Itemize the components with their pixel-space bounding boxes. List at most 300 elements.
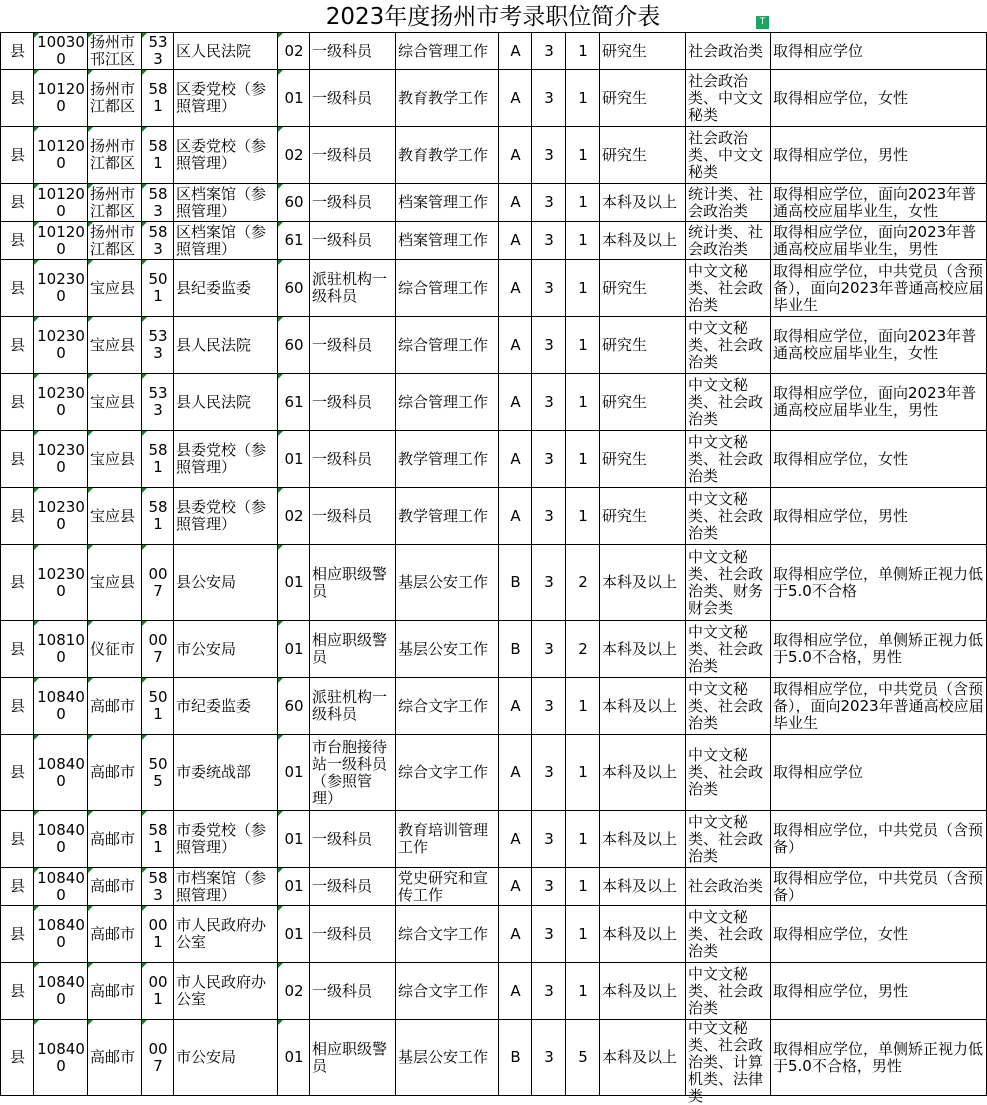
table-cell[interactable] xyxy=(142,184,174,222)
table-cell[interactable] xyxy=(310,735,396,811)
table-cell[interactable] xyxy=(686,260,771,317)
table-cell[interactable] xyxy=(499,811,532,868)
table-cell[interactable] xyxy=(566,431,600,488)
table-cell[interactable] xyxy=(600,545,686,621)
table-cell[interactable] xyxy=(532,545,566,621)
table-cell[interactable] xyxy=(600,868,686,906)
cell-text: 县人民法院 xyxy=(176,392,252,411)
table-cell[interactable] xyxy=(278,70,310,127)
table-cell[interactable] xyxy=(174,127,278,184)
table-cell[interactable] xyxy=(1,222,34,260)
cell-text: 501 xyxy=(148,688,168,723)
table-cell[interactable] xyxy=(396,374,499,431)
table-cell[interactable] xyxy=(88,906,142,963)
table-cell[interactable] xyxy=(278,488,310,545)
cell-text: A xyxy=(510,877,521,895)
table-cell[interactable] xyxy=(566,317,600,374)
table-cell[interactable] xyxy=(278,906,310,963)
table-cell[interactable] xyxy=(499,431,532,488)
table-cell[interactable] xyxy=(1,127,34,184)
table-cell[interactable] xyxy=(34,488,88,545)
table-cell[interactable] xyxy=(142,374,174,431)
table-cell[interactable] xyxy=(566,545,600,621)
cell-text: 基层公安工作 xyxy=(398,1048,489,1066)
table-cell[interactable] xyxy=(278,678,310,735)
table-cell[interactable] xyxy=(396,488,499,545)
table-cell[interactable] xyxy=(174,963,278,1020)
table-cell[interactable] xyxy=(174,678,278,735)
table-cell[interactable] xyxy=(278,1020,310,1096)
table-cell[interactable] xyxy=(310,811,396,868)
cell-text: 007 xyxy=(148,564,168,600)
table-cell[interactable] xyxy=(88,868,142,906)
cell-text: 3 xyxy=(544,924,554,943)
table-cell[interactable] xyxy=(142,963,174,1020)
table-cell[interactable] xyxy=(310,260,396,317)
table-cell[interactable] xyxy=(34,184,88,222)
table-cell[interactable] xyxy=(1,317,34,374)
table-cell[interactable] xyxy=(88,678,142,735)
table-cell[interactable] xyxy=(142,678,174,735)
table-cell[interactable] xyxy=(142,545,174,621)
table-cell[interactable] xyxy=(174,488,278,545)
table-cell[interactable] xyxy=(310,431,396,488)
table-cell[interactable] xyxy=(278,811,310,868)
table-cell[interactable] xyxy=(278,431,310,488)
table-row xyxy=(1,127,987,184)
cell-text: 583 xyxy=(148,184,168,220)
table-cell[interactable] xyxy=(566,1020,600,1096)
table-cell[interactable] xyxy=(532,127,566,184)
table-cell[interactable] xyxy=(310,906,396,963)
table-cell[interactable] xyxy=(34,431,88,488)
table-cell[interactable] xyxy=(771,545,987,621)
table-cell[interactable] xyxy=(396,963,499,1020)
table-cell[interactable] xyxy=(532,963,566,1020)
table-cell[interactable] xyxy=(566,963,600,1020)
table-cell[interactable] xyxy=(532,70,566,127)
table-cell[interactable] xyxy=(278,260,310,317)
table-cell[interactable] xyxy=(34,260,88,317)
table-cell[interactable] xyxy=(310,488,396,545)
table-cell[interactable] xyxy=(174,621,278,678)
table-cell[interactable] xyxy=(396,431,499,488)
table-cell[interactable] xyxy=(174,33,278,70)
table-cell[interactable] xyxy=(396,1020,499,1096)
table-cell[interactable] xyxy=(310,621,396,678)
table-cell[interactable] xyxy=(1,33,34,70)
table-cell[interactable] xyxy=(686,735,771,811)
table-cell[interactable] xyxy=(1,431,34,488)
table-cell[interactable] xyxy=(499,260,532,317)
table-cell[interactable] xyxy=(396,222,499,260)
table-cell[interactable] xyxy=(142,488,174,545)
cell-text: 101200 xyxy=(37,137,85,172)
table-cell[interactable] xyxy=(771,678,987,735)
table-cell[interactable] xyxy=(1,545,34,621)
table-cell[interactable] xyxy=(499,317,532,374)
table-cell[interactable] xyxy=(310,678,396,735)
table-cell[interactable] xyxy=(771,488,987,545)
cell-text: 统计类、社会政治类 xyxy=(688,222,764,258)
table-cell[interactable] xyxy=(499,621,532,678)
table-cell[interactable] xyxy=(532,678,566,735)
table-cell[interactable] xyxy=(310,222,396,260)
table-cell[interactable] xyxy=(600,317,686,374)
table-cell[interactable] xyxy=(34,317,88,374)
table-cell[interactable] xyxy=(278,184,310,222)
table-cell[interactable] xyxy=(310,184,396,222)
cell-text: 3 xyxy=(544,506,554,525)
table-cell[interactable] xyxy=(88,33,142,70)
table-cell[interactable] xyxy=(174,545,278,621)
table-cell[interactable] xyxy=(686,621,771,678)
cell-text: 61 xyxy=(284,392,304,411)
table-cell[interactable] xyxy=(34,735,88,811)
cell-text: 3 xyxy=(544,829,554,848)
cell-text: A xyxy=(510,981,521,1000)
table-cell[interactable] xyxy=(1,906,34,963)
table-cell[interactable] xyxy=(600,621,686,678)
table-cell[interactable] xyxy=(278,33,310,70)
table-cell[interactable] xyxy=(278,963,310,1020)
table-cell[interactable] xyxy=(771,811,987,868)
table-cell[interactable] xyxy=(396,868,499,906)
table-cell[interactable] xyxy=(142,868,174,906)
cell-text: 501 xyxy=(148,270,168,305)
table-cell[interactable] xyxy=(174,868,278,906)
table-cell[interactable] xyxy=(396,545,499,621)
table-cell[interactable] xyxy=(499,1020,532,1096)
table-cell[interactable] xyxy=(771,317,987,374)
cell-text: 区委党校（参照管理） xyxy=(176,80,267,115)
table-cell[interactable] xyxy=(686,906,771,963)
table-cell[interactable] xyxy=(532,260,566,317)
table-cell[interactable] xyxy=(396,184,499,222)
table-cell[interactable] xyxy=(600,963,686,1020)
table-cell[interactable] xyxy=(686,811,771,868)
table-cell[interactable] xyxy=(566,184,600,222)
table-cell[interactable] xyxy=(278,317,310,374)
table-cell[interactable] xyxy=(1,488,34,545)
table-cell[interactable] xyxy=(600,906,686,963)
table-cell[interactable] xyxy=(566,260,600,317)
table-cell[interactable] xyxy=(499,184,532,222)
table-cell[interactable] xyxy=(771,735,987,811)
table-cell[interactable] xyxy=(499,906,532,963)
table-cell[interactable] xyxy=(142,735,174,811)
table-cell[interactable] xyxy=(88,70,142,127)
table-cell[interactable] xyxy=(771,431,987,488)
table-cell[interactable] xyxy=(499,963,532,1020)
table-cell[interactable] xyxy=(1,70,34,127)
table-cell[interactable] xyxy=(34,621,88,678)
table-cell[interactable] xyxy=(1,184,34,222)
cell-text: 505 xyxy=(148,754,168,790)
table-cell[interactable] xyxy=(499,127,532,184)
table-cell[interactable] xyxy=(686,963,771,1020)
table-cell[interactable] xyxy=(600,222,686,260)
table-cell[interactable] xyxy=(686,678,771,735)
table-cell[interactable] xyxy=(532,431,566,488)
table-cell[interactable] xyxy=(1,963,34,1020)
table-cell[interactable] xyxy=(1,260,34,317)
table-cell[interactable] xyxy=(771,963,987,1020)
table-cell[interactable] xyxy=(278,222,310,260)
table-cell[interactable] xyxy=(142,127,174,184)
table-cell[interactable] xyxy=(310,374,396,431)
table-cell[interactable] xyxy=(310,70,396,127)
table-cell[interactable] xyxy=(396,678,499,735)
table-cell[interactable] xyxy=(566,374,600,431)
table-cell[interactable] xyxy=(566,735,600,811)
table-cell[interactable] xyxy=(310,317,396,374)
table-cell[interactable] xyxy=(771,621,987,678)
table-cell[interactable] xyxy=(566,678,600,735)
cell-text: 社会政治类、中文文秘类 xyxy=(688,128,764,181)
table-cell[interactable] xyxy=(686,317,771,374)
table-cell[interactable] xyxy=(142,222,174,260)
table-cell[interactable] xyxy=(174,222,278,260)
table-cell[interactable] xyxy=(174,184,278,222)
table-cell[interactable] xyxy=(174,317,278,374)
table-cell[interactable] xyxy=(532,317,566,374)
table-cell[interactable] xyxy=(396,127,499,184)
table-cell[interactable] xyxy=(686,222,771,260)
table-cell[interactable] xyxy=(600,678,686,735)
table-cell[interactable] xyxy=(396,70,499,127)
table-cell[interactable] xyxy=(499,222,532,260)
table-cell[interactable] xyxy=(88,545,142,621)
table-cell[interactable] xyxy=(600,488,686,545)
cell-text: 综合文字工作 xyxy=(398,763,489,781)
cell-text: 一级科员 xyxy=(312,193,373,211)
table-cell[interactable] xyxy=(1,621,34,678)
table-cell[interactable] xyxy=(566,127,600,184)
table-cell[interactable] xyxy=(771,127,987,184)
table-cell[interactable] xyxy=(499,70,532,127)
table-cell[interactable] xyxy=(566,868,600,906)
table-cell[interactable] xyxy=(771,906,987,963)
table-cell[interactable] xyxy=(174,735,278,811)
table-cell[interactable] xyxy=(34,811,88,868)
table-cell[interactable] xyxy=(686,184,771,222)
table-cell[interactable] xyxy=(532,1020,566,1096)
cell-text: 583 xyxy=(148,222,168,258)
table-cell[interactable] xyxy=(34,678,88,735)
table-cell[interactable] xyxy=(174,906,278,963)
table-cell[interactable] xyxy=(142,621,174,678)
table-cell[interactable] xyxy=(1,678,34,735)
cell-text: 档案管理工作 xyxy=(398,231,489,249)
table-cell[interactable] xyxy=(396,33,499,70)
table-cell[interactable] xyxy=(566,33,600,70)
table-cell[interactable] xyxy=(1,1020,34,1096)
table-cell[interactable] xyxy=(532,868,566,906)
table-cell[interactable] xyxy=(686,1019,771,1105)
table-cell[interactable] xyxy=(396,260,499,317)
table-cell[interactable] xyxy=(600,735,686,811)
table-cell[interactable] xyxy=(142,431,174,488)
table-cell[interactable] xyxy=(566,811,600,868)
table-cell[interactable] xyxy=(396,621,499,678)
table-cell[interactable] xyxy=(532,735,566,811)
table-cell[interactable] xyxy=(600,184,686,222)
table-cell[interactable] xyxy=(600,374,686,431)
table-cell[interactable] xyxy=(278,127,310,184)
table-cell[interactable] xyxy=(532,374,566,431)
table-cell[interactable] xyxy=(600,260,686,317)
table-cell[interactable] xyxy=(771,184,987,222)
table-cell[interactable] xyxy=(174,260,278,317)
table-cell[interactable] xyxy=(310,963,396,1020)
table-cell[interactable] xyxy=(88,621,142,678)
table-cell[interactable] xyxy=(88,811,142,868)
table-cell[interactable] xyxy=(1,374,34,431)
table-cell[interactable] xyxy=(532,184,566,222)
table-cell[interactable] xyxy=(34,70,88,127)
table-cell[interactable] xyxy=(1,868,34,906)
table-cell[interactable] xyxy=(1,735,34,811)
table-cell[interactable] xyxy=(396,317,499,374)
table-cell[interactable] xyxy=(310,545,396,621)
table-cell[interactable] xyxy=(34,222,88,260)
table-cell[interactable] xyxy=(686,545,771,621)
table-cell[interactable] xyxy=(142,33,174,70)
table-cell[interactable] xyxy=(142,260,174,317)
cell-text: 3 xyxy=(544,88,554,107)
table-cell[interactable] xyxy=(142,317,174,374)
table-cell[interactable] xyxy=(532,222,566,260)
table-cell[interactable] xyxy=(566,70,600,127)
cell-text: 中文文秘类、社会政治类 xyxy=(688,679,764,732)
table-cell[interactable] xyxy=(278,621,310,678)
table-cell[interactable] xyxy=(686,70,771,127)
table-cell[interactable] xyxy=(174,374,278,431)
table-cell[interactable] xyxy=(532,811,566,868)
table-cell[interactable] xyxy=(532,488,566,545)
table-cell[interactable] xyxy=(174,811,278,868)
cell-text: 108400 xyxy=(37,916,85,951)
table-cell[interactable] xyxy=(88,184,142,222)
table-cell[interactable] xyxy=(88,488,142,545)
table-cell[interactable] xyxy=(686,374,771,431)
table-cell[interactable] xyxy=(771,222,987,260)
table-cell[interactable] xyxy=(566,488,600,545)
table-cell[interactable] xyxy=(396,735,499,811)
table-cell[interactable] xyxy=(142,70,174,127)
table-cell[interactable] xyxy=(771,374,987,431)
table-cell[interactable] xyxy=(88,127,142,184)
cell-text: 本科及以上 xyxy=(602,193,678,211)
table-cell[interactable] xyxy=(532,906,566,963)
table-cell[interactable] xyxy=(566,621,600,678)
table-cell[interactable] xyxy=(34,868,88,906)
table-cell[interactable] xyxy=(1,811,34,868)
table-cell[interactable] xyxy=(396,811,499,868)
cell-text: 3 xyxy=(544,763,554,781)
table-cell[interactable] xyxy=(88,1020,142,1096)
table-cell[interactable] xyxy=(278,545,310,621)
table-cell[interactable] xyxy=(174,431,278,488)
table-cell[interactable] xyxy=(142,906,174,963)
cell-text: 3 xyxy=(544,639,554,658)
cell-text: 1 xyxy=(578,41,588,60)
table-cell[interactable] xyxy=(686,868,771,906)
table-cell[interactable] xyxy=(771,260,987,317)
table-cell[interactable] xyxy=(88,735,142,811)
table-cell[interactable] xyxy=(310,127,396,184)
table-cell[interactable] xyxy=(310,1020,396,1096)
table-cell[interactable] xyxy=(686,488,771,545)
table-cell[interactable] xyxy=(88,374,142,431)
table-cell[interactable] xyxy=(686,33,771,70)
table-cell[interactable] xyxy=(278,374,310,431)
table-cell[interactable] xyxy=(310,868,396,906)
table-cell[interactable] xyxy=(600,70,686,127)
table-cell[interactable] xyxy=(566,222,600,260)
table-cell[interactable] xyxy=(142,811,174,868)
table-cell[interactable] xyxy=(600,811,686,868)
table-cell[interactable] xyxy=(499,678,532,735)
table-cell[interactable] xyxy=(600,127,686,184)
cell-text: 1 xyxy=(578,88,588,107)
table-cell[interactable] xyxy=(499,488,532,545)
table-cell[interactable] xyxy=(88,222,142,260)
table-cell[interactable] xyxy=(34,33,88,70)
table-cell[interactable] xyxy=(600,431,686,488)
table-cell[interactable] xyxy=(771,1020,987,1096)
table-cell[interactable] xyxy=(88,963,142,1020)
table-cell[interactable] xyxy=(310,33,396,70)
table-cell[interactable] xyxy=(771,868,987,906)
table-cell[interactable] xyxy=(396,906,499,963)
table-cell[interactable] xyxy=(771,70,987,127)
table-cell[interactable] xyxy=(278,735,310,811)
table-cell[interactable] xyxy=(532,33,566,70)
table-cell[interactable] xyxy=(771,33,987,70)
table-cell[interactable] xyxy=(34,1020,88,1096)
table-cell[interactable] xyxy=(499,545,532,621)
table-cell[interactable] xyxy=(278,868,310,906)
cell-text: 581 xyxy=(148,137,168,172)
table-cell[interactable] xyxy=(34,545,88,621)
table-cell[interactable] xyxy=(566,906,600,963)
table-cell[interactable] xyxy=(88,431,142,488)
table-cell[interactable] xyxy=(34,127,88,184)
table-cell[interactable] xyxy=(686,127,771,184)
table-cell[interactable] xyxy=(34,906,88,963)
table-cell[interactable] xyxy=(88,260,142,317)
cell-text: 1 xyxy=(578,145,588,164)
table-cell[interactable] xyxy=(499,33,532,70)
cell-text: A xyxy=(510,763,521,781)
table-cell[interactable] xyxy=(142,1020,174,1096)
table-cell[interactable] xyxy=(499,868,532,906)
table-cell[interactable] xyxy=(532,621,566,678)
table-cell[interactable] xyxy=(174,1020,278,1096)
cell-text: 取得相应学位，面向2023年普通高校应届毕业生，男性 xyxy=(773,222,977,258)
table-cell[interactable] xyxy=(686,431,771,488)
table-cell[interactable] xyxy=(499,374,532,431)
table-cell[interactable] xyxy=(499,735,532,811)
table-cell[interactable] xyxy=(174,70,278,127)
table-cell[interactable] xyxy=(34,963,88,1020)
table-cell[interactable] xyxy=(600,33,686,70)
table-cell[interactable] xyxy=(88,317,142,374)
table-cell[interactable] xyxy=(34,374,88,431)
table-cell[interactable] xyxy=(600,1020,686,1096)
